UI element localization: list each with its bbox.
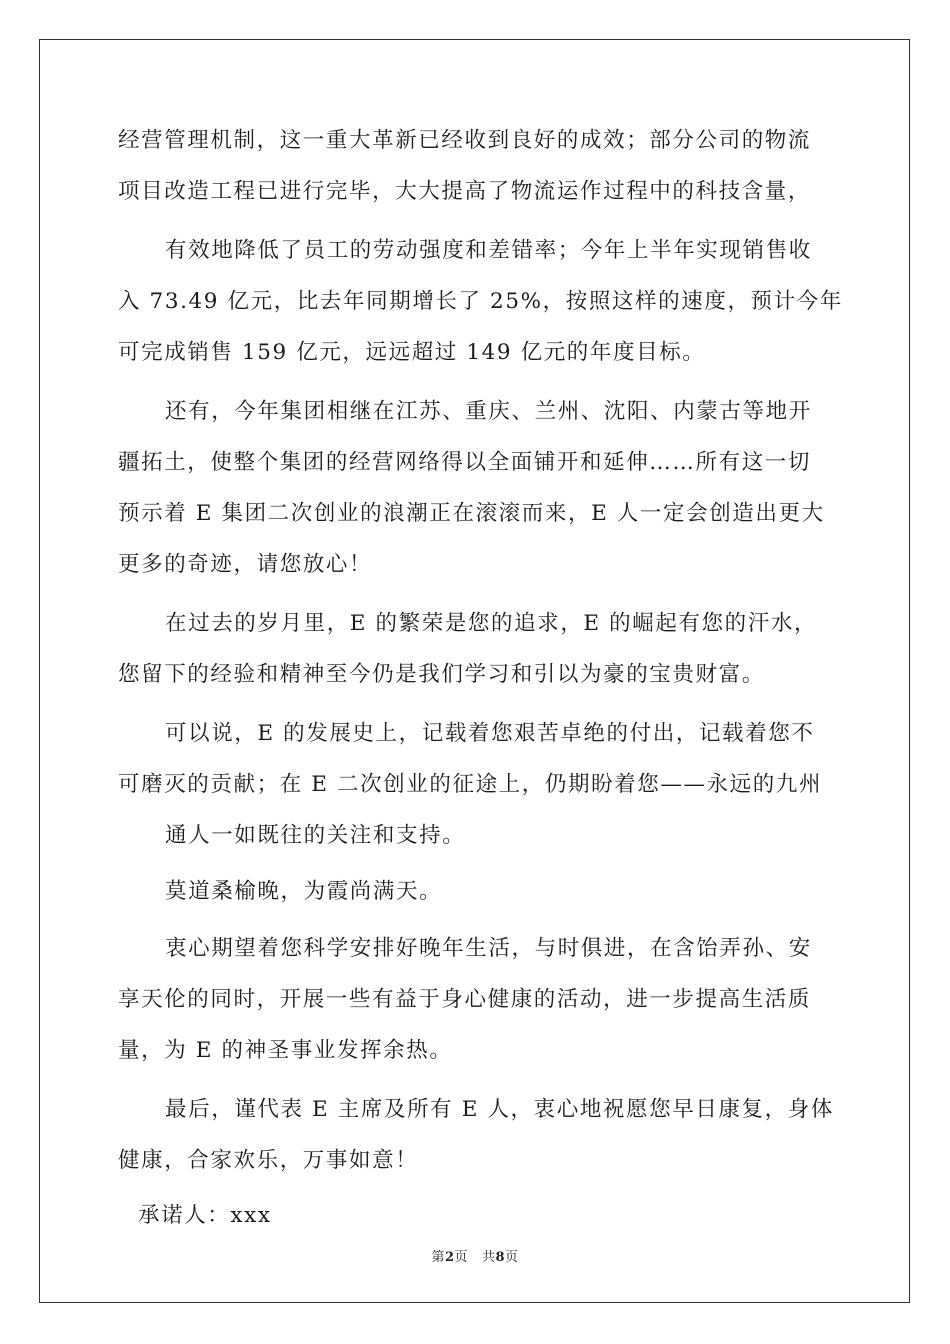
total-prefix: 共 bbox=[481, 1250, 496, 1265]
body-line: 可以说，E 的发展史上，记载着您艰苦卓绝的付出，记载着您不 bbox=[165, 721, 815, 746]
page-footer bbox=[0, 1246, 950, 1265]
signer-line: 承诺人：xxx bbox=[138, 1203, 272, 1228]
total-suffix: 页 bbox=[505, 1250, 519, 1265]
body-line: 经营管理机制，这一重大革新已经收到良好的成效；部分公司的物流 bbox=[118, 128, 812, 153]
body-line: 还有，今年集团相继在江苏、重庆、兰州、沈阳、内蒙古等地开 bbox=[165, 399, 812, 424]
body-line: 健康，合家欢乐，万事如意！ bbox=[118, 1148, 419, 1173]
body-line: 莫道桑榆晚，为霞尚满天。 bbox=[165, 879, 443, 904]
body-line: 通人一如既往的关注和支持。 bbox=[165, 823, 466, 848]
body-line: 更多的奇迹，请您放心！ bbox=[118, 552, 373, 577]
page-current: 2 bbox=[444, 1250, 455, 1265]
body-line: 可完成销售 159 亿元，远远超过 149 亿元的年度目标。 bbox=[118, 340, 706, 365]
body-line: 最后，谨代表 E 主席及所有 E 人，衷心地祝愿您早日康复，身体 bbox=[165, 1097, 834, 1122]
page-prefix: 第 bbox=[431, 1250, 445, 1265]
page-suffix: 页 bbox=[454, 1250, 469, 1265]
body-line: 衷心期望着您科学安排好晚年生活，与时俱进，在含饴弄孙、安 bbox=[165, 936, 812, 961]
body-line: 有效地降低了员工的劳动强度和差错率；今年上半年实现销售收 bbox=[165, 238, 812, 263]
body-line: 享天伦的同时，开展一些有益于身心健康的活动，进一步提高生活质 bbox=[118, 987, 812, 1012]
page-total: 8 bbox=[495, 1250, 506, 1265]
body-line: 项目改造工程已进行完毕，大大提高了物流运作过程中的科技含量， bbox=[118, 179, 812, 204]
body-line: 入 73.49 亿元，比去年同期增长了 25%，按照这样的速度，预计今年 bbox=[118, 289, 843, 314]
body-line: 预示着 E 集团二次创业的浪潮正在滚滚而来，E 人一定会创造出更大 bbox=[118, 501, 825, 526]
body-line: 量，为 E 的神圣事业发挥余热。 bbox=[118, 1038, 453, 1063]
body-line: 疆拓土，使整个集团的经营网络得以全面铺开和延伸……所有这一切 bbox=[118, 450, 812, 475]
body-line: 您留下的经验和精神至今仍是我们学习和引以为豪的宝贵财富。 bbox=[118, 662, 765, 687]
body-line: 在过去的岁月里，E 的繁荣是您的追求，E 的崛起有您的汗水， bbox=[165, 611, 818, 636]
body-line: 可磨灭的贡献；在 E 二次创业的征途上，仍期盼着您——永远的九州 bbox=[118, 772, 823, 797]
